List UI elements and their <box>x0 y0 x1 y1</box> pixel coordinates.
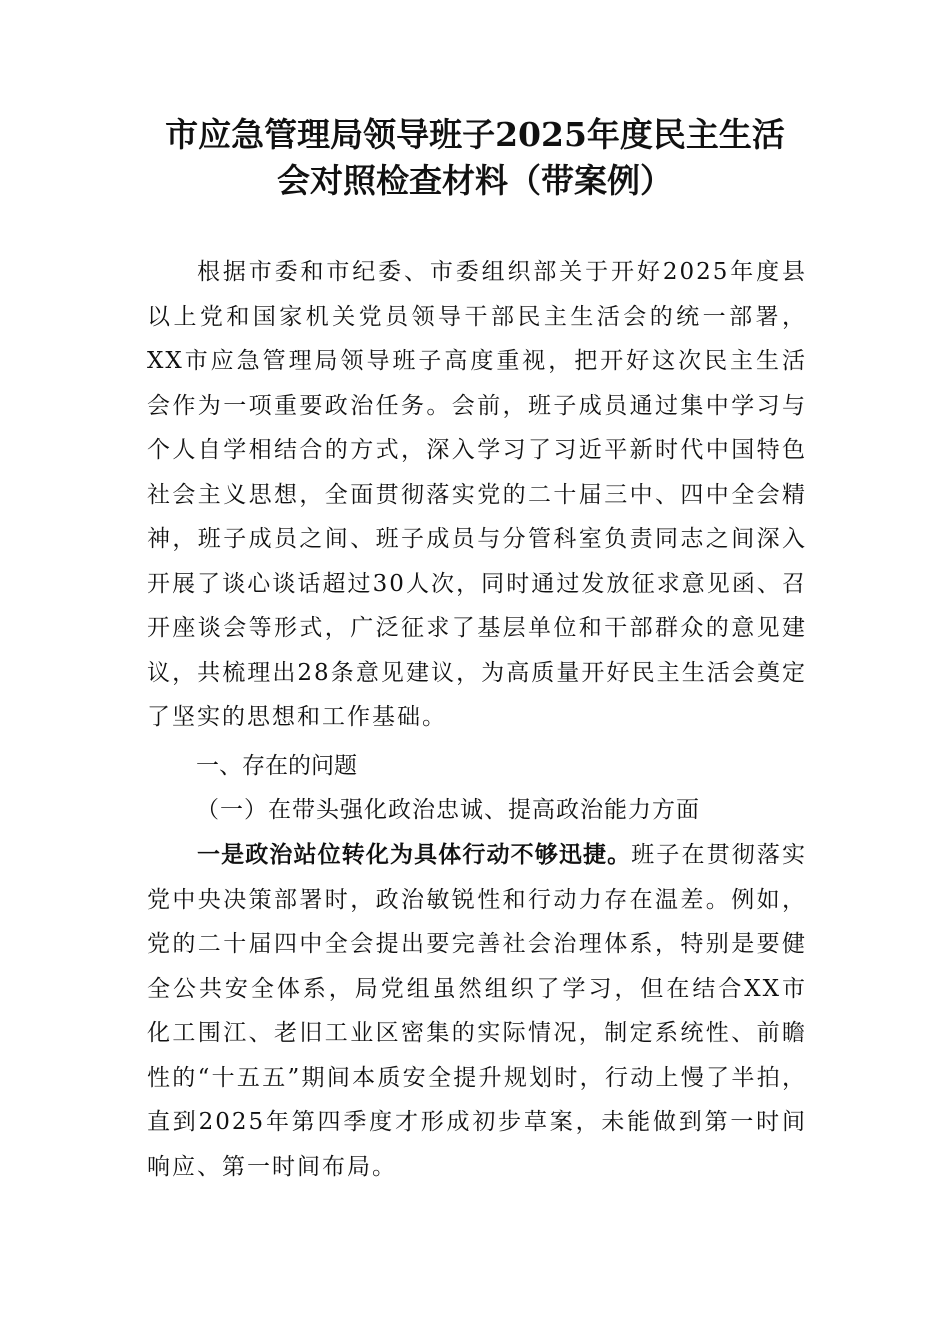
title-line-2: 会对照检查材料（带案例） <box>277 161 673 200</box>
subsection-heading: （一）在带头强化政治忠诚、提高政治能力方面 <box>196 797 700 823</box>
point-one-lead: 一是政治站位转化为具体行动不够迅捷。 <box>197 841 632 868</box>
intro-paragraph: 根据市委和市纪委、市委组织部关于开好2025年度县以上党和国家机关党员领导干部民主生活会的统一部署，XX市应急管理局领导班子高度重视，把开好这次民主生活会作为一项重要政治任务。会前，班子成员通过集中学习与个人自学相结合的方式，深入学习了习近平新时代中国特色社会主义思想，全面贯彻落实党的二十届三中、四中全会精神，班子成员之间、班子成员与分管科室负责同志之间深入开展了谈心谈话超过30人次，同时通过发放征求意见函、召开座谈会等形式，广泛征求了基层单位和干部群众的意见建议，共梳理出28条意见建议，为高质量开好民主生活会奠定了坚实的思想和工作基础。 <box>147 259 807 730</box>
section-heading: 一、存在的问题 <box>196 753 357 779</box>
point-one-text: 班子在贯彻落实党中央决策部署时，政治敏锐性和行动力存在温差。例如，党的二十届四中全会提出要完善社会治理体系，特别是要健全公共安全体系，局党组虽然组织了学习，但在结合XX市化工围江、老旧工业区密集的实际情况，制定系统性、前瞻性的“十五五”期间本质安全提升规划时，行动上慢了半拍，直到2025年第四季度才形成初步草案，未能做到第一时间响应、第一时间布局。 <box>147 842 807 1180</box>
document-title <box>130 112 820 204</box>
title-line-1: 市应急管理局领导班子2025年度民主生活 <box>165 115 785 154</box>
point-one-paragraph <box>147 833 807 1189</box>
